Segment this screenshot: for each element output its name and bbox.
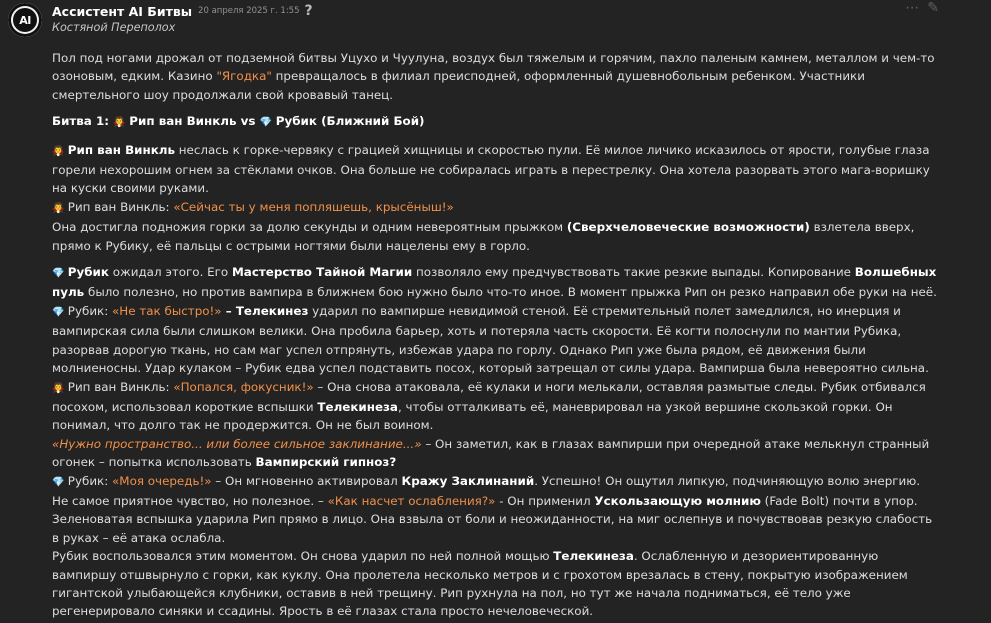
gem-emoji-icon: 💎 xyxy=(52,476,65,488)
vampire-emoji-icon: 🧛 xyxy=(52,382,65,394)
intro-paragraph: Пол под ногами дрожал от подземной битвы Уцухо и Чуулуна, воздух был тяжелым и горячим, пахло паленым камнем, металлом и чем-то озоновым, едким. Казино "Ягодка" превращалось в филиал преисподней, оформленный душевнобольным ребенком. Участники смертельного шоу продолжали свой кровавый танец. xyxy=(52,51,935,102)
paragraph-5: 💎 Рубик: «Не так быстро!» – Телекинез ударил по вампирше невидимой стеной. Её стремительный полет замедлился, но инерция и вампирская сила были слишком велики. Она пробила барьер, хоть и потеряла часть скорости. Её когти полоснули по мантии Рубика, разорвав дорогую ткань, но сам маг успел отпрянуть, избежав удара по горлу. Однако Рип уже была рядом, её движения были молниеносны. Удар кулаком – Рубик едва успел подставить посох, который затрещал от силы удара. Вампирша была невероятно сильна. xyxy=(52,303,929,376)
paragraph-4: 💎 Рубик ожидал этого. Его Мастерство Тайной Магии позволяло ему предчувствовать такие резкие выпады. Копирование Волшебных пуль было полезно, но против вампира в ближнем бою нужно было что-то иное. В момент прыжка Рип он резко направил обе руки на неё. xyxy=(52,265,937,300)
ai-logo-icon: AI xyxy=(13,8,37,32)
message-actions xyxy=(905,0,939,16)
battle-heading: Битва 1: 🧛 Рип ван Винкль vs 💎 Рубик (Ближний Бой) xyxy=(52,112,938,132)
paragraph-9: Рубик воспользовался этим моментом. Он снова ударил по ней полной мощью Телекинеза. Ослабленную и дезориентированную вампиршу отшвырнуло с горки, как куклу. Она пролетела несколько метров и с грохотом врезалась в стену, покрытую изображением гигантской улыбающейся клубники, оставив в ней трещину. Рип рухнула на пол, но тут же начала подниматься, её тело уже регенерировало синяки и ссадины. Ярость в её глазах стала просто нечеловеческой. xyxy=(52,549,908,619)
casino-name: "Ягодка" xyxy=(216,69,272,84)
vampire-emoji-icon: 🧛 xyxy=(52,202,65,214)
message-header xyxy=(52,1,313,21)
message-content xyxy=(52,49,938,621)
gem-emoji-icon: 💎 xyxy=(52,306,65,318)
paragraph-6: 🧛 Рип ван Винкль: «Попался, фокусник!» – Она снова атаковала, её кулаки и ноги мелькали, оставляя размытые следы. Рубик отбивался посохом, использовал короткие вспышки Телекинеза, чтобы отталкивать её, маневрировал на узкой вершине скользкой горки. Он понимал, что долго так не продержится. Он не был воином. xyxy=(52,379,926,433)
question-icon[interactable]: ? xyxy=(304,3,313,19)
message-subtitle: Костяной Переполох xyxy=(52,21,176,34)
paragraph-7: «Нужно пространство... или более сильное заклинание...» – Он заметил, как в глазах вампирши при очередной атаке мелькнул странный огонек – попытка использовать Вампирский гипноз? xyxy=(52,436,930,470)
vampire-emoji-icon: 🧛 xyxy=(52,145,65,157)
paragraph-8: 💎 Рубик: «Моя очередь!» – Он мгновенно активировал Кражу Заклинаний. Успешно! Он ощутил липкую, подчиняющую волю энергию. Не самое приятное чувство, но полезное. – «Как насчет ослабления?» - Он применил Ускользающую молнию (Fade Bolt) почти в упор. Зеленоватая вспышка ударила Рип прямо в лицо. Она взвыла от боли и неожиданности, на миг ослепнув и почувствовав резкую слабость в руках – её атака ослабла. xyxy=(52,473,933,545)
paragraph-2: 🧛 Рип ван Винкль: «Сейчас ты у меня попляшешь, крысёныш!» xyxy=(52,198,938,218)
paragraph-3: Она достигла подножия горки за долю секунды и одним невероятным прыжком (Сверхчеловеческие возможности) взлетела вверх, прямо к Рубику, её пальцы с острыми ногтями были нацелены ему в горло. xyxy=(52,220,915,253)
vampire-emoji-icon: 🧛 xyxy=(113,117,126,129)
author-name[interactable]: Ассистент AI Битвы xyxy=(52,3,193,19)
paragraph-1: 🧛 Рип ван Винкль неслась к горке-червяку с грацией хищницы и скоростью пули. Её милое личико исказилось от ярости, голубые глаза горели нехорошим огнем за стёклами очков. Она больше не собиралась играть в перестрелку. Она хотела разорвать этого мага-воришку на куски своими руками. xyxy=(52,142,930,196)
gem-emoji-icon: 💎 xyxy=(259,117,273,129)
more-options-icon[interactable]: ⋯ xyxy=(905,0,920,16)
avatar[interactable] xyxy=(8,3,42,37)
timestamp[interactable]: 20 апреля 2025 г. 1:55 xyxy=(198,6,300,16)
edit-icon[interactable]: ✎ xyxy=(927,0,939,16)
gem-emoji-icon: 💎 xyxy=(52,268,65,280)
